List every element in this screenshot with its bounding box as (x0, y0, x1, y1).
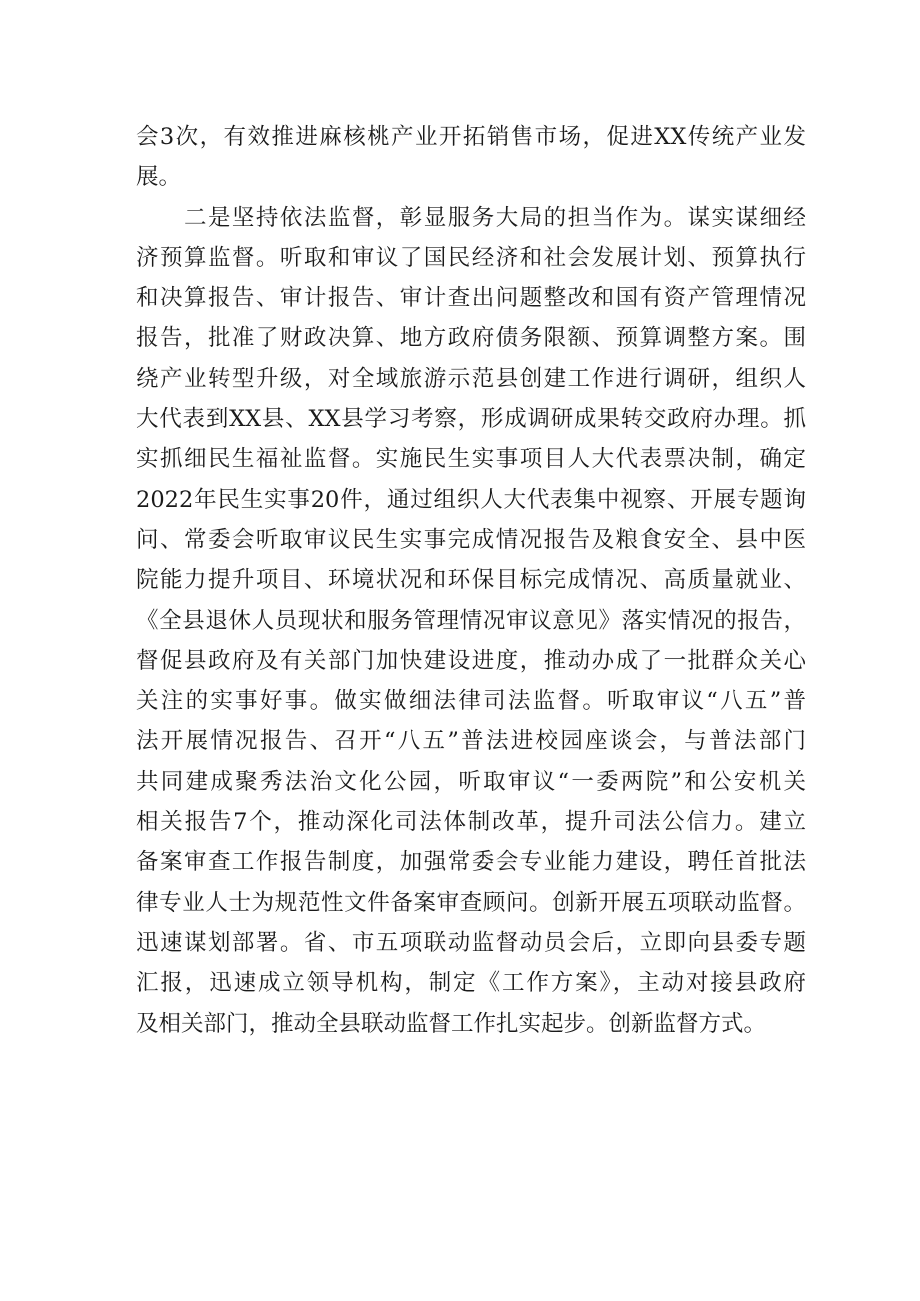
text-line: 相关报告7个，推动深化司法体制改革，提升司法公信力。建立 (136, 809, 806, 836)
text-line: 实抓细民生福祉监督。实施民生实事项目人大代表票决制，确定 (136, 446, 806, 473)
text-line: 及相关部门，推动全县联动监督工作扎实起步。创新监督方式。 (136, 1010, 767, 1037)
text-line: 法开展情况报告、召开“八五”普法进校园座谈会，与普法部门 (136, 728, 806, 755)
text-line: 济预算监督。听取和审议了国民经济和社会发展计划、预算执行 (136, 244, 806, 271)
text-line: 和决算报告、审计报告、审计查出问题整改和国有资产管理情况 (136, 285, 806, 312)
text-line: 关注的实事好事。做实做细法律司法监督。听取审议“八五”普 (136, 688, 806, 715)
text-line: 2022年民生实事20件，通过组织人大代表集中视察、开展专题询 (136, 486, 806, 513)
text-line: 会3次，有效推进麻核桃产业开拓销售市场，促进XX传统产业发 (136, 124, 806, 150)
text-line: 督促县政府及有关部门加快建设进度，推动办成了一批群众关心 (136, 647, 806, 674)
text-line: 报告，批准了财政决算、地方政府债务限额、预算调整方案。围 (136, 325, 806, 352)
text-line: 共同建成聚秀法治文化公园，听取审议“一委两院”和公安机关 (136, 768, 806, 795)
text-line: 备案审查工作报告制度，加强常委会专业能力建设，聘任首批法 (136, 849, 806, 876)
text-line: 绕产业转型升级，对全域旅游示范县创建工作进行调研，组织人 (136, 365, 806, 392)
body-text (136, 117, 806, 1044)
text-line: 大代表到XX县、XX县学习考察，形成调研成果转交政府办理。抓 (136, 406, 806, 433)
text-line: 迅速谋划部署。省、市五项联动监督动员会后，立即向县委专题 (136, 929, 806, 956)
text-line: 二是坚持依法监督，彰显服务大局的担当作为。谋实谋细经 (136, 204, 806, 231)
text-line: 《全县退休人员现状和服务管理情况审议意见》落实情况的报告， (136, 607, 806, 634)
text-line: 汇报，迅速成立领导机构，制定《工作方案》，主动对接县政府 (136, 970, 806, 997)
text-line: 律专业人士为规范性文件备案审查顾问。创新开展五项联动监督。 (136, 889, 806, 916)
text-line: 院能力提升项目、环境状况和环保目标完成情况、高质量就业、 (136, 567, 806, 594)
text-line: 问、常委会听取审议民生实事完成情况报告及粮食安全、县中医 (136, 526, 806, 553)
text-line: 展。 (136, 164, 182, 191)
